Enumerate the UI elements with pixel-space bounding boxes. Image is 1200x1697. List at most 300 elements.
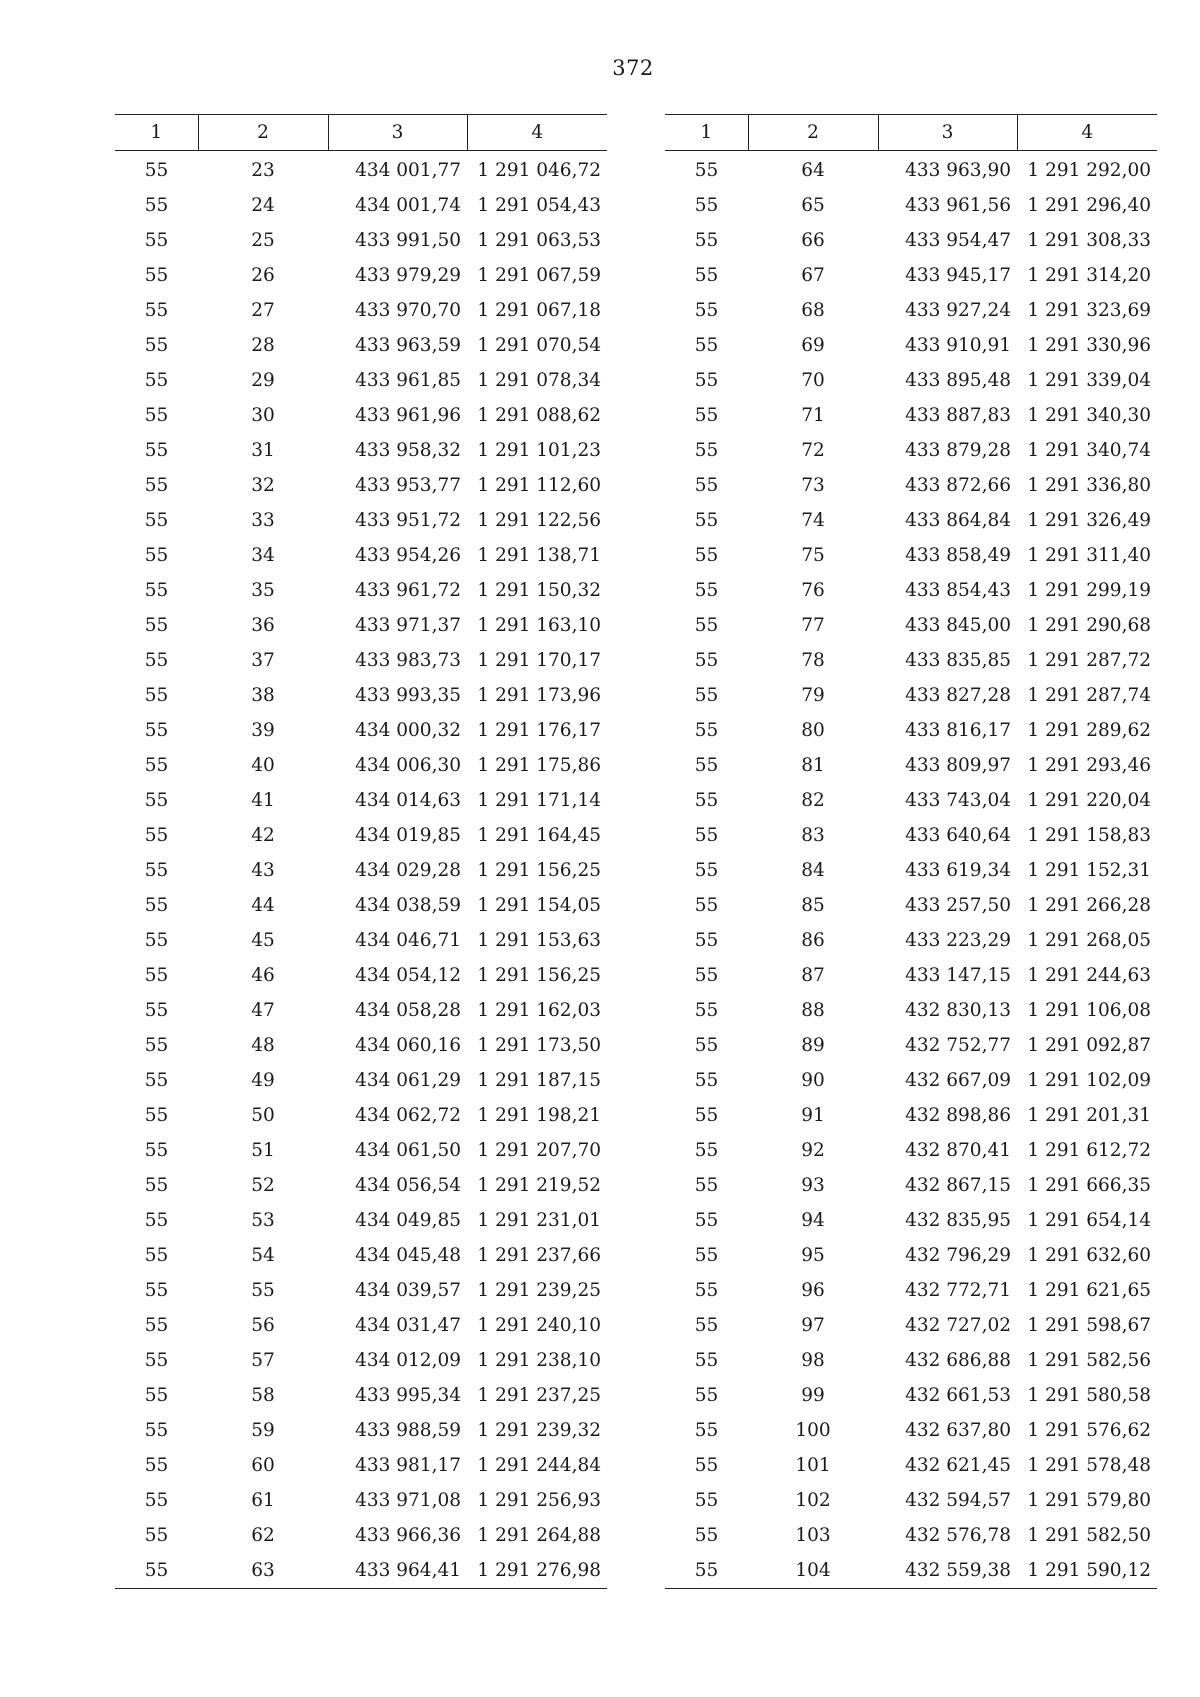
table-row: [665, 1308, 1157, 1343]
cell-x-coordinate: 433 827,28: [905, 685, 1011, 706]
cell-x-coordinate: 433 945,17: [905, 265, 1011, 286]
cell-y-coordinate: 1 291 311,40: [1027, 545, 1151, 566]
cell-x-coordinate: 433 864,84: [905, 510, 1011, 531]
cell-point-number: 91: [801, 1105, 825, 1126]
cell-y-coordinate: 1 291 582,56: [1027, 1350, 1151, 1371]
cell-y-coordinate: 1 291 106,08: [1027, 1000, 1151, 1021]
cell-section: 55: [694, 580, 719, 601]
cell-y-coordinate: 1 291 264,88: [477, 1525, 601, 1546]
cell-point-number: 66: [801, 230, 825, 251]
cell-point-number: 84: [801, 860, 825, 881]
cell-section: 55: [694, 755, 719, 776]
cell-point-number: 103: [795, 1525, 831, 1546]
table-row: [665, 958, 1157, 993]
table-row: [665, 923, 1157, 958]
cell-section: 55: [144, 1210, 169, 1231]
cell-point-number: 77: [801, 615, 825, 636]
cell-point-number: 82: [801, 790, 825, 811]
cell-x-coordinate: 432 867,15: [905, 1175, 1011, 1196]
table-row: [665, 1028, 1157, 1063]
cell-section: 55: [694, 1350, 719, 1371]
cell-point-number: 99: [801, 1385, 825, 1406]
cell-y-coordinate: 1 291 336,80: [1027, 475, 1151, 496]
cell-x-coordinate: 433 961,85: [355, 370, 461, 391]
cell-section: 55: [694, 720, 719, 741]
table-row: [665, 433, 1157, 468]
table-row: [115, 818, 607, 853]
column-header-3: 3: [328, 115, 467, 151]
cell-y-coordinate: 1 291 340,74: [1027, 440, 1151, 461]
cell-x-coordinate: 434 006,30: [355, 755, 461, 776]
cell-point-number: 81: [801, 755, 825, 776]
cell-x-coordinate: 434 056,54: [355, 1175, 461, 1196]
cell-section: 55: [144, 650, 169, 671]
cell-point-number: 65: [801, 195, 825, 216]
cell-y-coordinate: 1 291 070,54: [477, 335, 601, 356]
cell-point-number: 36: [251, 615, 275, 636]
cell-point-number: 85: [801, 895, 825, 916]
cell-y-coordinate: 1 291 576,62: [1027, 1420, 1151, 1441]
table-row: [115, 1133, 607, 1168]
table-row: [665, 1343, 1157, 1378]
cell-x-coordinate: 433 964,41: [328, 1553, 467, 1589]
cell-section: 55: [694, 650, 719, 671]
cell-point-number: 104: [748, 1553, 878, 1589]
cell-y-coordinate: 1 291 112,60: [477, 475, 601, 496]
cell-point-number: 44: [251, 895, 275, 916]
cell-point-number: 32: [251, 475, 275, 496]
cell-x-coordinate: 433 983,73: [355, 650, 461, 671]
cell-x-coordinate: 432 870,41: [905, 1140, 1011, 1161]
table-row: [665, 468, 1157, 503]
cell-section: 55: [144, 160, 169, 181]
cell-point-number: 79: [801, 685, 825, 706]
cell-point-number: 72: [801, 440, 825, 461]
cell-x-coordinate: 434 058,28: [355, 1000, 461, 1021]
cell-x-coordinate: 433 963,90: [905, 160, 1011, 181]
cell-y-coordinate: 1 291 170,17: [477, 650, 601, 671]
table-row: [665, 398, 1157, 433]
cell-x-coordinate: 433 951,72: [355, 510, 461, 531]
cell-x-coordinate: 434 062,72: [355, 1105, 461, 1126]
cell-x-coordinate: 433 954,26: [355, 545, 461, 566]
cell-section: 55: [144, 1490, 169, 1511]
table-row: [115, 608, 607, 643]
cell-section: 55: [694, 1490, 719, 1511]
cell-point-number: 69: [801, 335, 825, 356]
cell-point-number: 59: [251, 1420, 275, 1441]
cell-y-coordinate: 1 291 326,49: [1027, 510, 1151, 531]
cell-x-coordinate: 432 752,77: [905, 1035, 1011, 1056]
cell-x-coordinate: 433 988,59: [355, 1420, 461, 1441]
cell-y-coordinate: 1 291 158,83: [1027, 825, 1151, 846]
cell-x-coordinate: 433 743,04: [905, 790, 1011, 811]
column-header-1: 1: [665, 115, 748, 151]
cell-y-coordinate: 1 291 163,10: [477, 615, 601, 636]
cell-y-coordinate: 1 291 330,96: [1027, 335, 1151, 356]
cell-point-number: 30: [251, 405, 275, 426]
cell-x-coordinate: 433 147,15: [905, 965, 1011, 986]
table-row: [665, 993, 1157, 1028]
cell-section: 55: [144, 1385, 169, 1406]
table-body-left: [115, 151, 607, 1589]
table-row: [115, 468, 607, 503]
cell-section: 55: [144, 1315, 169, 1336]
cell-y-coordinate: 1 291 292,00: [1027, 160, 1151, 181]
cell-y-coordinate: 1 291 256,93: [477, 1490, 601, 1511]
cell-section: 55: [694, 405, 719, 426]
cell-point-number: 27: [251, 300, 275, 321]
cell-y-coordinate: 1 291 067,59: [477, 265, 601, 286]
cell-section: 55: [144, 1105, 169, 1126]
cell-x-coordinate: 433 979,29: [355, 265, 461, 286]
cell-x-coordinate: 434 049,85: [355, 1210, 461, 1231]
table-row: [115, 888, 607, 923]
cell-y-coordinate: 1 291 314,20: [1027, 265, 1151, 286]
cell-section: 55: [144, 1000, 169, 1021]
cell-section: 55: [665, 1553, 748, 1589]
cell-x-coordinate: 433 970,70: [355, 300, 461, 321]
cell-point-number: 45: [251, 930, 275, 951]
cell-section: 55: [144, 1350, 169, 1371]
table-row: [115, 363, 607, 398]
cell-y-coordinate: 1 291 175,86: [477, 755, 601, 776]
table-row: [115, 643, 607, 678]
table-row: [665, 223, 1157, 258]
cell-point-number: 43: [251, 860, 275, 881]
cell-x-coordinate: 432 796,29: [905, 1245, 1011, 1266]
cell-point-number: 37: [251, 650, 275, 671]
cell-y-coordinate: 1 291 063,53: [477, 230, 601, 251]
cell-y-coordinate: 1 291 340,30: [1027, 405, 1151, 426]
table-row: [115, 573, 607, 608]
cell-point-number: 28: [251, 335, 275, 356]
cell-point-number: 80: [801, 720, 825, 741]
table-row: [665, 1378, 1157, 1413]
cell-y-coordinate: 1 291 244,63: [1027, 965, 1151, 986]
cell-y-coordinate: 1 291 152,31: [1027, 860, 1151, 881]
cell-section: 55: [694, 335, 719, 356]
cell-x-coordinate: 432 727,02: [905, 1315, 1011, 1336]
cell-y-coordinate: 1 291 101,23: [477, 440, 601, 461]
cell-x-coordinate: 433 995,34: [355, 1385, 461, 1406]
cell-point-number: 33: [251, 510, 275, 531]
cell-y-coordinate: 1 291 612,72: [1027, 1140, 1151, 1161]
cell-y-coordinate: 1 291 231,01: [477, 1210, 601, 1231]
cell-section: 55: [694, 860, 719, 881]
cell-section: 55: [694, 930, 719, 951]
cell-section: 55: [144, 475, 169, 496]
cell-y-coordinate: 1 291 173,96: [477, 685, 601, 706]
cell-y-coordinate: 1 291 122,56: [477, 510, 601, 531]
table-row: [115, 1518, 607, 1553]
table-row: [115, 1378, 607, 1413]
cell-y-coordinate: 1 291 582,50: [1027, 1525, 1151, 1546]
table-row: [665, 258, 1157, 293]
cell-section: 55: [694, 1105, 719, 1126]
cell-y-coordinate: 1 291 578,48: [1027, 1455, 1151, 1476]
table-body-right: [665, 151, 1157, 1589]
cell-section: 55: [144, 685, 169, 706]
cell-x-coordinate: 433 927,24: [905, 300, 1011, 321]
cell-x-coordinate: 433 991,50: [355, 230, 461, 251]
table-row: [665, 1238, 1157, 1273]
cell-y-coordinate: 1 291 153,63: [477, 930, 601, 951]
cell-point-number: 56: [251, 1315, 275, 1336]
cell-x-coordinate: 432 621,45: [905, 1455, 1011, 1476]
table-row: [665, 151, 1157, 189]
table-row: [665, 1518, 1157, 1553]
cell-y-coordinate: 1 291 150,32: [477, 580, 601, 601]
cell-section: 55: [694, 1385, 719, 1406]
cell-x-coordinate: 434 012,09: [355, 1350, 461, 1371]
cell-y-coordinate: 1 291 299,19: [1027, 580, 1151, 601]
cell-y-coordinate: 1 291 598,67: [1027, 1315, 1151, 1336]
cell-point-number: 100: [795, 1420, 831, 1441]
cell-point-number: 90: [801, 1070, 825, 1091]
table-row: [115, 1238, 607, 1273]
cell-section: 55: [144, 930, 169, 951]
cell-section: 55: [694, 1315, 719, 1336]
cell-point-number: 61: [251, 1490, 275, 1511]
cell-section: 55: [144, 1455, 169, 1476]
table-row: [115, 1273, 607, 1308]
cell-section: 55: [694, 1245, 719, 1266]
cell-x-coordinate: 432 559,38: [878, 1553, 1017, 1589]
cell-x-coordinate: 433 971,08: [355, 1490, 461, 1511]
table-row: [115, 258, 607, 293]
cell-section: 55: [694, 1455, 719, 1476]
cell-y-coordinate: 1 291 187,15: [477, 1070, 601, 1091]
cell-y-coordinate: 1 291 289,62: [1027, 720, 1151, 741]
cell-point-number: 94: [801, 1210, 825, 1231]
cell-section: 55: [144, 790, 169, 811]
cell-section: 55: [694, 1525, 719, 1546]
cell-point-number: 55: [251, 1280, 275, 1301]
cell-section: 55: [694, 370, 719, 391]
cell-point-number: 95: [801, 1245, 825, 1266]
column-header-4: 4: [467, 115, 607, 151]
cell-x-coordinate: 434 029,28: [355, 860, 461, 881]
cell-section: 55: [144, 965, 169, 986]
cell-y-coordinate: 1 291 102,09: [1027, 1070, 1151, 1091]
cell-x-coordinate: 432 835,95: [905, 1210, 1011, 1231]
cell-section: 55: [144, 510, 169, 531]
table-row: [115, 328, 607, 363]
cell-x-coordinate: 433 854,43: [905, 580, 1011, 601]
cell-x-coordinate: 433 966,36: [355, 1525, 461, 1546]
table-row: [115, 678, 607, 713]
cell-section: 55: [144, 1280, 169, 1301]
cell-x-coordinate: 432 576,78: [905, 1525, 1011, 1546]
cell-section: 55: [694, 1035, 719, 1056]
cell-y-coordinate: 1 291 237,25: [477, 1385, 601, 1406]
cell-point-number: 51: [251, 1140, 275, 1161]
cell-x-coordinate: 432 667,09: [905, 1070, 1011, 1091]
cell-x-coordinate: 434 039,57: [355, 1280, 461, 1301]
table-row: [115, 1413, 607, 1448]
table-row: [665, 328, 1157, 363]
table-row: [115, 1448, 607, 1483]
cell-y-coordinate: 1 291 176,17: [477, 720, 601, 741]
cell-point-number: 60: [251, 1455, 275, 1476]
cell-point-number: 83: [801, 825, 825, 846]
cell-point-number: 78: [801, 650, 825, 671]
cell-section: 55: [144, 1035, 169, 1056]
cell-point-number: 31: [251, 440, 275, 461]
cell-x-coordinate: 433 816,17: [905, 720, 1011, 741]
cell-x-coordinate: 434 019,85: [355, 825, 461, 846]
cell-y-coordinate: 1 291 171,14: [477, 790, 601, 811]
cell-point-number: 76: [801, 580, 825, 601]
cell-x-coordinate: 434 046,71: [355, 930, 461, 951]
cell-section: 55: [694, 300, 719, 321]
cell-point-number: 57: [251, 1350, 275, 1371]
table-row: [665, 1483, 1157, 1518]
cell-x-coordinate: 434 038,59: [355, 895, 461, 916]
cell-y-coordinate: 1 291 287,74: [1027, 685, 1151, 706]
cell-point-number: 42: [251, 825, 275, 846]
cell-section: 55: [144, 1175, 169, 1196]
table-header-row: [665, 115, 1157, 151]
cell-section: 55: [144, 615, 169, 636]
cell-point-number: 52: [251, 1175, 275, 1196]
cell-point-number: 34: [251, 545, 275, 566]
cell-section: 55: [694, 1175, 719, 1196]
cell-y-coordinate: 1 291 276,98: [467, 1553, 607, 1589]
cell-y-coordinate: 1 291 239,32: [477, 1420, 601, 1441]
table-row: [115, 398, 607, 433]
cell-section: 55: [694, 825, 719, 846]
cell-y-coordinate: 1 291 219,52: [477, 1175, 601, 1196]
coordinates-table-left: [115, 114, 607, 1589]
cell-section: 55: [694, 545, 719, 566]
cell-section: 55: [144, 265, 169, 286]
cell-section: 55: [115, 1553, 198, 1589]
cell-point-number: 68: [801, 300, 825, 321]
cell-y-coordinate: 1 291 240,10: [477, 1315, 601, 1336]
cell-x-coordinate: 433 845,00: [905, 615, 1011, 636]
table-row: [665, 1063, 1157, 1098]
table-row: [665, 818, 1157, 853]
coordinates-table-right: [665, 114, 1157, 1589]
cell-y-coordinate: 1 291 078,34: [477, 370, 601, 391]
cell-point-number: 48: [251, 1035, 275, 1056]
cell-y-coordinate: 1 291 287,72: [1027, 650, 1151, 671]
cell-y-coordinate: 1 291 237,66: [477, 1245, 601, 1266]
cell-point-number: 102: [795, 1490, 831, 1511]
table-row: [665, 643, 1157, 678]
table-row: [115, 293, 607, 328]
cell-y-coordinate: 1 291 239,25: [477, 1280, 601, 1301]
table-row: [115, 713, 607, 748]
cell-y-coordinate: 1 291 207,70: [477, 1140, 601, 1161]
cell-section: 55: [144, 1525, 169, 1546]
table-row: [665, 573, 1157, 608]
table-row: [665, 1133, 1157, 1168]
cell-section: 55: [144, 895, 169, 916]
table-row: [115, 1098, 607, 1133]
table-row: [115, 1063, 607, 1098]
cell-y-coordinate: 1 291 238,10: [477, 1350, 601, 1371]
cell-y-coordinate: 1 291 162,03: [477, 1000, 601, 1021]
table-row: [115, 853, 607, 888]
table-row: [115, 151, 607, 189]
cell-y-coordinate: 1 291 220,04: [1027, 790, 1151, 811]
cell-section: 55: [144, 370, 169, 391]
table-row: [665, 503, 1157, 538]
table-row: [665, 748, 1157, 783]
cell-x-coordinate: 433 961,56: [905, 195, 1011, 216]
cell-point-number: 29: [251, 370, 275, 391]
cell-y-coordinate: 1 291 654,14: [1027, 1210, 1151, 1231]
cell-x-coordinate: 434 001,74: [355, 195, 461, 216]
cell-point-number: 75: [801, 545, 825, 566]
cell-y-coordinate: 1 291 268,05: [1027, 930, 1151, 951]
cell-section: 55: [144, 720, 169, 741]
cell-section: 55: [144, 230, 169, 251]
cell-point-number: 63: [198, 1553, 328, 1589]
cell-x-coordinate: 433 963,59: [355, 335, 461, 356]
cell-point-number: 92: [801, 1140, 825, 1161]
table-row: [665, 1203, 1157, 1238]
cell-x-coordinate: 434 014,63: [355, 790, 461, 811]
table-row: [115, 1343, 607, 1378]
cell-point-number: 74: [801, 510, 825, 531]
cell-x-coordinate: 433 879,28: [905, 440, 1011, 461]
cell-x-coordinate: 433 971,37: [355, 615, 461, 636]
cell-x-coordinate: 433 257,50: [905, 895, 1011, 916]
table-row: [665, 608, 1157, 643]
cell-point-number: 47: [251, 1000, 275, 1021]
cell-point-number: 50: [251, 1105, 275, 1126]
cell-y-coordinate: 1 291 198,21: [477, 1105, 601, 1126]
cell-point-number: 23: [251, 160, 275, 181]
cell-y-coordinate: 1 291 632,60: [1027, 1245, 1151, 1266]
table-row: [665, 363, 1157, 398]
cell-section: 55: [694, 1140, 719, 1161]
cell-x-coordinate: 433 961,72: [355, 580, 461, 601]
cell-section: 55: [694, 160, 719, 181]
cell-point-number: 26: [251, 265, 275, 286]
cell-point-number: 98: [801, 1350, 825, 1371]
cell-x-coordinate: 433 910,91: [905, 335, 1011, 356]
cell-point-number: 67: [801, 265, 825, 286]
cell-section: 55: [694, 475, 719, 496]
cell-x-coordinate: 433 887,83: [905, 405, 1011, 426]
cell-x-coordinate: 434 000,32: [355, 720, 461, 741]
cell-section: 55: [694, 510, 719, 531]
cell-point-number: 39: [251, 720, 275, 741]
cell-x-coordinate: 432 637,80: [905, 1420, 1011, 1441]
cell-section: 55: [694, 1420, 719, 1441]
cell-point-number: 25: [251, 230, 275, 251]
cell-section: 55: [144, 195, 169, 216]
table-row: [115, 1028, 607, 1063]
column-header-4: 4: [1017, 115, 1157, 151]
cell-section: 55: [694, 195, 719, 216]
table-row: [115, 503, 607, 538]
cell-section: 55: [144, 545, 169, 566]
table-row: [115, 923, 607, 958]
cell-x-coordinate: 432 661,53: [905, 1385, 1011, 1406]
cell-section: 55: [694, 1070, 719, 1091]
cell-y-coordinate: 1 291 154,05: [477, 895, 601, 916]
column-header-2: 2: [748, 115, 878, 151]
cell-y-coordinate: 1 291 621,65: [1027, 1280, 1151, 1301]
cell-point-number: 58: [251, 1385, 275, 1406]
cell-section: 55: [144, 1140, 169, 1161]
